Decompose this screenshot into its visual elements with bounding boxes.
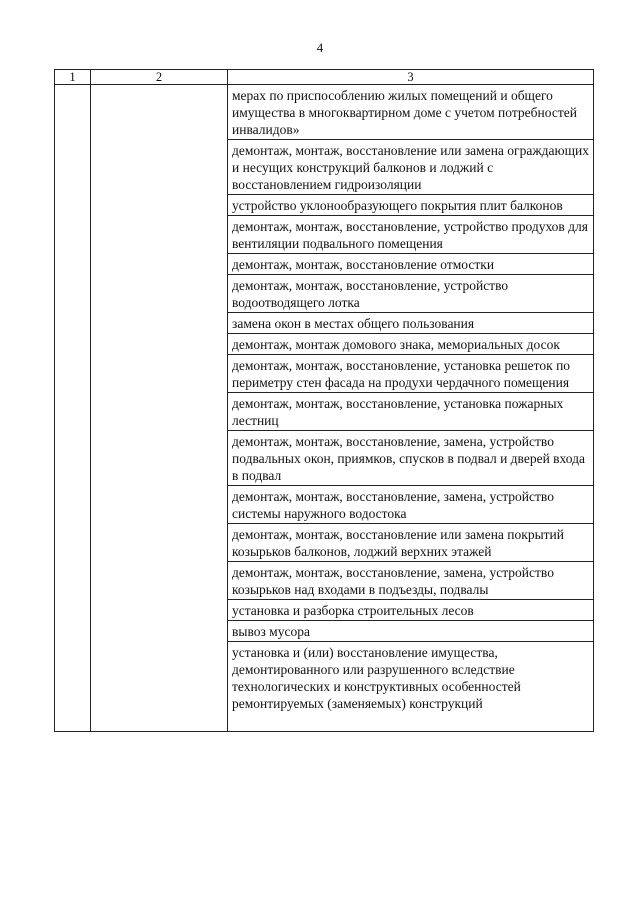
page-number: 4 (316, 40, 324, 55)
work-item: демонтаж, монтаж, восстановление, установка решеток по периметру стен фасада на продухи чердачного помещения (228, 355, 594, 393)
works-table (54, 69, 594, 732)
work-item: демонтаж, монтаж, восстановление, замена, устройство козырьков над входами в подъезды, подвалы (228, 562, 594, 600)
header-col-2: 2 (91, 70, 228, 85)
work-item: замена окон в местах общего пользования (228, 313, 594, 334)
work-item: установка и разборка строительных лесов (228, 600, 594, 621)
work-item: демонтаж, монтаж домового знака, мемориальных досок (228, 334, 594, 355)
column-2-cell (91, 85, 228, 732)
work-item: демонтаж, монтаж, восстановление, устройство водоотводящего лотка (228, 275, 594, 313)
work-item: мерах по приспособлению жилых помещений и общего имущества в многоквартирном доме с учетом потребностей инвалидов» (228, 85, 594, 140)
work-item: устройство уклонообразующего покрытия плит балконов (228, 195, 594, 216)
work-item: вывоз мусора (228, 621, 594, 642)
work-item: демонтаж, монтаж, восстановление, замена, устройство системы наружного водостока (228, 486, 594, 524)
column-1-cell (55, 85, 91, 732)
table-row (55, 85, 594, 140)
work-item: демонтаж, монтаж, восстановление, устройство продухов для вентиляции подвального помещения (228, 216, 594, 254)
header-col-3: 3 (228, 70, 594, 85)
header-col-1: 1 (55, 70, 91, 85)
work-item: демонтаж, монтаж, восстановление, замена, устройство подвальных окон, приямков, спусков в подвал и дверей входа в подвал (228, 431, 594, 486)
work-item: демонтаж, монтаж, восстановление, установка пожарных лестниц (228, 393, 594, 431)
work-item: демонтаж, монтаж, восстановление или замена ограждающих и несущих конструкций балконов и лоджий с восстановлением гидроизоляции (228, 140, 594, 195)
work-item: установка и (или) восстановление имущества, демонтированного или разрушенного вследствие технологических и конструктивных особенностей ремонтируемых (заменяемых) конструкций (228, 642, 594, 732)
work-item: демонтаж, монтаж, восстановление отмостки (228, 254, 594, 275)
table-header-row (55, 70, 594, 85)
work-item: демонтаж, монтаж, восстановление или замена покрытий козырьков балконов, лоджий верхних этажей (228, 524, 594, 562)
